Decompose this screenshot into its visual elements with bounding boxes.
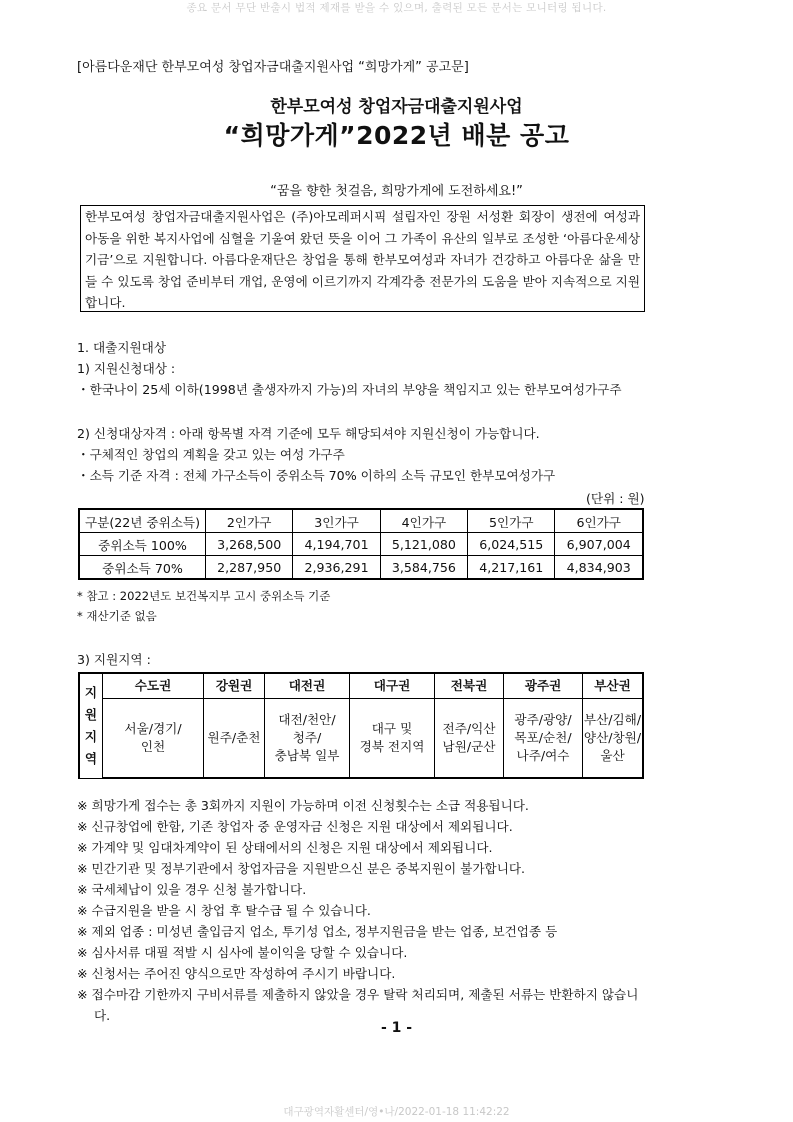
region-header-cell: 강원권	[204, 673, 265, 699]
income-cell: 2,936,291	[293, 556, 380, 580]
income-cell: 2,287,950	[206, 556, 293, 580]
sub2-bullet-1: ・구체적인 창업의 계획을 갖고 있는 여성 가구주	[77, 447, 345, 462]
income-cell: 5,121,080	[380, 533, 467, 556]
income-note-1: * 참고 : 2022년도 보건복지부 고시 중위소득 기준	[77, 589, 331, 603]
region-header-cell: 부산권	[583, 673, 644, 699]
region-cell	[350, 699, 435, 779]
income-header-cell: 5인가구	[468, 509, 555, 533]
region-body-row	[79, 699, 643, 779]
region-cell-line: 서울/경기/	[124, 721, 182, 736]
income-row	[79, 533, 643, 556]
region-cell-line: 울산	[600, 748, 625, 763]
sub1-bullet: ・한국나이 25세 이하(1998년 출생자까지 가능)의 자녀의 부양을 책임지고 있는 한부모여성가구주	[77, 382, 622, 397]
section3-heading: 3) 지원지역 :	[77, 652, 151, 667]
region-cell	[103, 699, 204, 779]
income-cell: 중위소득 100%	[79, 533, 206, 556]
region-side-char: 지	[84, 684, 98, 700]
region-cell-line: 경북 전지역	[359, 739, 425, 754]
note-item: ※ 가계약 및 임대차계약이 된 상태에서의 신청은 지원 대상에서 제외됩니다.	[77, 840, 493, 855]
income-row	[79, 556, 643, 580]
region-header-cell: 수도권	[103, 673, 204, 699]
region-cell-line: 나주/여수	[516, 748, 570, 763]
title-line1: 한부모여성 창업자금대출지원사업	[270, 97, 523, 117]
region-side-label	[79, 673, 103, 778]
sub1-heading: 1) 지원신청대상 :	[77, 361, 176, 376]
note-item: ※ 국세체납이 있을 경우 신청 불가합니다.	[77, 882, 307, 897]
region-cell-line: 청주/	[292, 730, 322, 745]
region-cell-line: 전주/익산	[442, 721, 496, 736]
income-cell: 4,217,161	[468, 556, 555, 580]
region-cell	[204, 699, 265, 779]
region-cell	[504, 699, 583, 779]
region-cell	[583, 699, 644, 779]
region-header-cell: 광주권	[504, 673, 583, 699]
watermark-bottom: 대구광역자활센터/영•나/2022-01-18 11:42:22	[283, 1106, 510, 1118]
region-header-cell: 전북권	[435, 673, 504, 699]
notes-list	[77, 795, 638, 1026]
note-item: ※ 수급지원을 받을 시 창업 후 탈수급 될 수 있습니다.	[77, 903, 371, 918]
region-cell-line: 목포/순천/	[514, 730, 572, 745]
income-cell: 6,907,004	[555, 533, 643, 556]
income-cell: 3,268,500	[206, 533, 293, 556]
note-item: ※ 민간기관 및 정부기관에서 창업자금을 지원받으신 분은 중복지원이 불가합니다.	[77, 861, 526, 876]
intro-box: 한부모여성 창업자금대출지원사업은 (주)아모레퍼시픽 설립자인 장원 서성환 회장이 생전에 여성과 아동을 위한 복지사업에 심혈을 기울여 왔던 뜻을 이어 그 가족이 유산의 일부로 조성한 ‘아름다운세상기금’으로 지원합니다. 아름다운재단은 창업을 통해 한부모여성과 자녀가 건강하고 아름다운 삶을 만들 수 있도록 창업 준비부터 개업, 운영에 이르기까지 각계각층 전문가의 도움을 받아 지속적으로 지원합니다.	[80, 205, 645, 312]
region-header-row	[79, 673, 643, 699]
title-line2: “희망가게”2022년 배분 공고	[223, 121, 570, 150]
region-cell-line: 충남북 일부	[274, 748, 340, 763]
watermark-top: 종요 문서 무단 반출시 법적 제재를 받을 수 있으며, 출력된 모든 문서는 모니터링 됩니다.	[186, 2, 607, 14]
sub2-heading: 2) 신청대상자격 : 아래 항목별 자격 기준에 모두 해당되셔야 지원신청이 가능합니다.	[77, 426, 540, 441]
region-side-char: 역	[84, 750, 98, 766]
income-header-row	[79, 509, 643, 533]
region-cell-line: 인천	[140, 739, 166, 754]
region-cell	[435, 699, 504, 779]
note-item: ※ 신청서는 주어진 양식으로만 작성하여 주시기 바랍니다.	[77, 966, 396, 981]
income-cell: 중위소득 70%	[79, 556, 206, 580]
income-table	[78, 508, 644, 580]
note-item: ※ 희망가게 접수는 총 3회까지 지원이 가능하며 이전 신청횟수는 소급 적용됩니다.	[77, 798, 529, 813]
region-cell-line: 원주/춘천	[207, 730, 261, 745]
slogan: “꿈을 향한 첫걸음, 희망가게에 도전하세요!”	[270, 184, 523, 199]
income-header-cell: 3인가구	[293, 509, 380, 533]
income-header-cell: 6인가구	[555, 509, 643, 533]
region-cell-line: 광주/광양/	[514, 712, 572, 727]
region-cell-line: 대구 및	[371, 721, 413, 736]
region-table	[78, 672, 644, 779]
region-side-char: 원	[84, 706, 98, 722]
income-cell: 6,024,515	[468, 533, 555, 556]
unit-label: (단위 : 원)	[586, 491, 645, 506]
region-side-char: 지	[84, 728, 98, 744]
note-item-continuation: 다.	[94, 1008, 111, 1023]
note-item: ※ 신규창업에 한함, 기존 창업자 중 운영자금 신청은 지원 대상에서 제외됩니다.	[77, 819, 513, 834]
page-number: - 1 -	[380, 1020, 413, 1036]
income-header-cell: 4인가구	[380, 509, 467, 533]
region-header-cell: 대구권	[350, 673, 435, 699]
header-label: [아름다운재단 한부모여성 창업자금대출지원사업 “희망가게” 공고문]	[77, 60, 469, 75]
note-item: ※ 제외 업종 : 미성년 출입금지 업소, 투기성 업소, 정부지원금을 받는 업종, 보건업종 등	[77, 924, 558, 939]
income-cell: 4,194,701	[293, 533, 380, 556]
region-header-cell: 대전권	[265, 673, 350, 699]
income-header-cell: 2인가구	[206, 509, 293, 533]
income-header-cell: 구분(22년 중위소득)	[79, 509, 206, 533]
income-note-2: * 재산기준 없음	[77, 609, 157, 623]
region-cell-line: 남원/군산	[442, 739, 496, 754]
section1-heading: 1. 대출지원대상	[77, 340, 167, 355]
sub2-bullet-2: ・소득 기준 자격 : 전체 가구소득이 중위소득 70% 이하의 소득 규모인 한부모여성가구	[77, 468, 556, 483]
note-item: ※ 심사서류 대필 적발 시 심사에 불이익을 당할 수 있습니다.	[77, 945, 408, 960]
region-cell	[265, 699, 350, 779]
region-cell-line: 대전/천안/	[278, 712, 336, 727]
region-cell-line: 부산/김해/	[583, 712, 642, 727]
region-cell-line: 양산/창원/	[583, 730, 642, 745]
income-cell: 3,584,756	[380, 556, 467, 580]
note-item: ※ 접수마감 기한까지 구비서류를 제출하지 않았을 경우 탈락 처리되며, 제출된 서류는 반환하지 않습니	[77, 987, 639, 1002]
income-cell: 4,834,903	[555, 556, 643, 580]
